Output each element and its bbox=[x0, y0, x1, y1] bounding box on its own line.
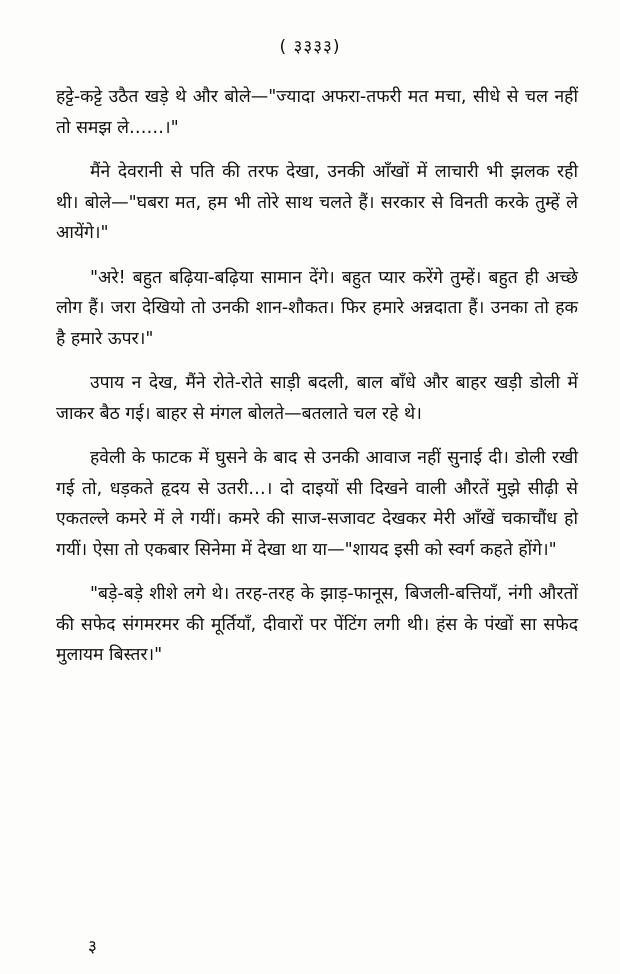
paragraph-4: उपाय न देख, मैंने रोते-रोते साड़ी बदली, बाल बाँधे और बाहर खड़ी डोली में जाकर बैठ गई। बाहर से मंगल बोलते—बतलाते चल रहे थे। bbox=[56, 373, 578, 424]
paragraph-6: "बड़े-बड़े शीशे लगे थे। तरह-तरह के झाड़-फानूस, बिजली-बत्तियाँ, नंगी औरतों की सफेद संगमरमर की मूर्तियाँ, दीवारों पर पेंटिंग लगी थी। हंस के पंखों सा सफेद मुलायम बिस्तर।" bbox=[56, 584, 578, 665]
page-folio: ३ bbox=[88, 937, 97, 957]
paragraph-1: हट्टे-कट्टे उठैत खड़े थे और बोले—"ज्यादा अफरा-तफरी मत मचा, सीधे से चल नहीं तो समझ ले……।" bbox=[56, 87, 578, 138]
page-number-header: ( ३३३३) bbox=[279, 37, 341, 57]
body-text bbox=[56, 82, 578, 685]
paragraph-2: मैंने देवरानी से पति की तरफ देखा, उनकी आँखों में लाचारी भी झलक रही थी। बोले—"घबरा मत, हम भी तोरे साथ चलते हैं। सरकार से विनती करके तुम्हें ले आयेंगे।" bbox=[56, 162, 578, 243]
paragraph-3: "अरे! बहुत बढ़िया-बढ़िया सामान देंगे। बहुत प्यार करेंगे तुम्हें। बहुत ही अच्छे लोग हैं। जरा देखियो तो उनकी शान-शौकत। फिर हमारे अन्नदाता हैं। उनका तो हक है हमारे ऊपर।" bbox=[56, 267, 578, 349]
paragraph-5: हवेली के फाटक में घुसने के बाद से उनकी आवाज नहीं सुनाई दी। डोली रखी गई तो, धड़कते हृदय से उतरी…। दो दाइयों सी दिखने वाली औरतें मुझे सीढ़ी से एकतल्ले कमरे में ले गयीं। कमरे की साज-सजावट देखकर मेरी आँखें चकाचौंध हो गयीं। ऐसा तो एकबार सिनेमा में देखा था या—"शायद इसी को स्वर्ग कहते होंगे।" bbox=[56, 448, 578, 560]
